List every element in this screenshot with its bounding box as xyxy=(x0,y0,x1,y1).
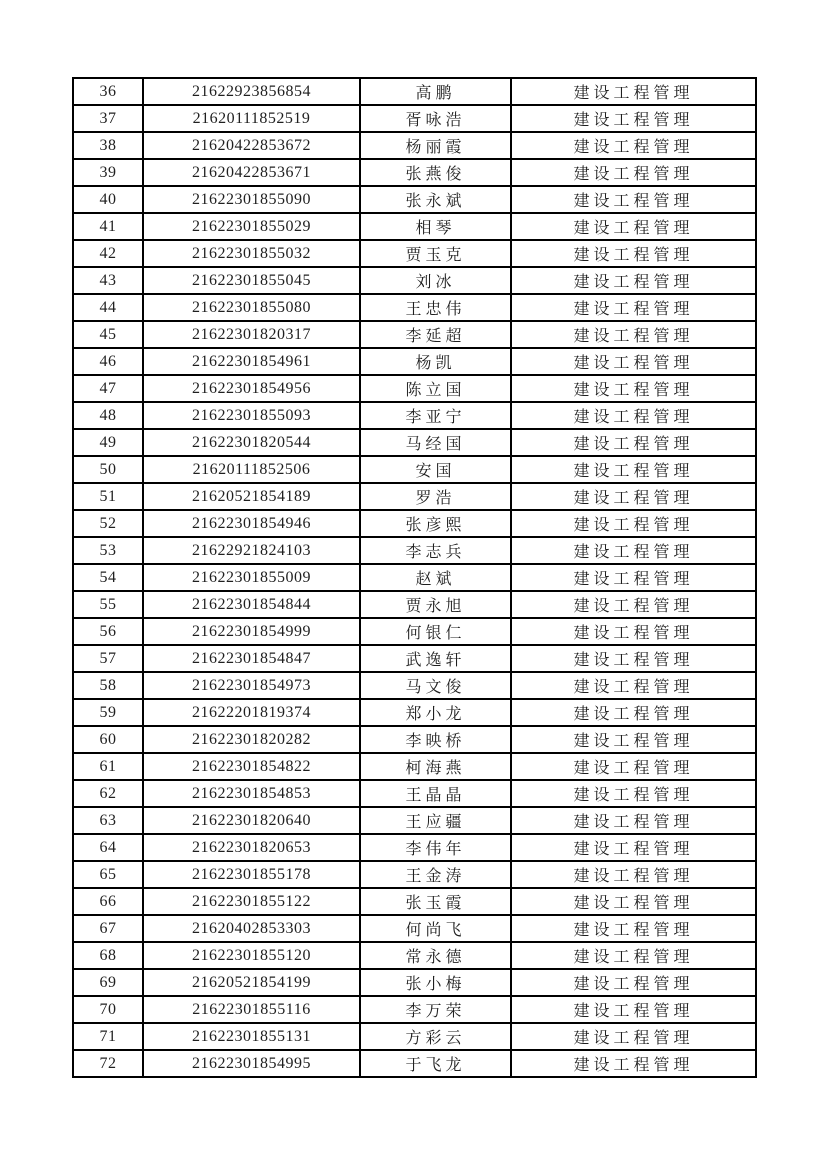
table-row xyxy=(73,483,756,510)
serial-number-cell: 70 xyxy=(73,996,143,1023)
major-cell: 建设工程管理 xyxy=(511,321,756,348)
candidate-id-cell: 21622301820317 xyxy=(143,321,360,348)
major-cell: 建设工程管理 xyxy=(511,591,756,618)
major-cell: 建设工程管理 xyxy=(511,807,756,834)
serial-number-cell: 56 xyxy=(73,618,143,645)
candidate-id-cell: 21620422853671 xyxy=(143,159,360,186)
serial-number-cell: 58 xyxy=(73,672,143,699)
table-row xyxy=(73,834,756,861)
candidate-id-cell: 21622301854853 xyxy=(143,780,360,807)
candidate-name-cell: 高鹏 xyxy=(360,78,511,105)
candidate-name-cell: 杨凯 xyxy=(360,348,511,375)
candidate-id-cell: 21622301855045 xyxy=(143,267,360,294)
candidate-id-cell: 21622301855093 xyxy=(143,402,360,429)
serial-number-cell: 69 xyxy=(73,969,143,996)
serial-number-cell: 72 xyxy=(73,1050,143,1077)
candidate-id-cell: 21622301855009 xyxy=(143,564,360,591)
major-cell: 建设工程管理 xyxy=(511,240,756,267)
candidate-name-cell: 何银仁 xyxy=(360,618,511,645)
serial-number-cell: 55 xyxy=(73,591,143,618)
major-cell: 建设工程管理 xyxy=(511,429,756,456)
serial-number-cell: 53 xyxy=(73,537,143,564)
candidate-id-cell: 21622301854844 xyxy=(143,591,360,618)
candidate-roster-table xyxy=(72,77,757,1078)
table-row xyxy=(73,861,756,888)
candidate-name-cell: 何尚飞 xyxy=(360,915,511,942)
candidate-name-cell: 张小梅 xyxy=(360,969,511,996)
serial-number-cell: 48 xyxy=(73,402,143,429)
table-row xyxy=(73,807,756,834)
candidate-name-cell: 赵斌 xyxy=(360,564,511,591)
major-cell: 建设工程管理 xyxy=(511,564,756,591)
table-row xyxy=(73,699,756,726)
major-cell: 建设工程管理 xyxy=(511,402,756,429)
table-row xyxy=(73,429,756,456)
major-cell: 建设工程管理 xyxy=(511,888,756,915)
candidate-id-cell: 21622301820544 xyxy=(143,429,360,456)
table-row xyxy=(73,969,756,996)
candidate-name-cell: 马文俊 xyxy=(360,672,511,699)
candidate-id-cell: 21620111852519 xyxy=(143,105,360,132)
table-row xyxy=(73,132,756,159)
table-row xyxy=(73,780,756,807)
candidate-name-cell: 李延超 xyxy=(360,321,511,348)
table-row xyxy=(73,672,756,699)
major-cell: 建设工程管理 xyxy=(511,726,756,753)
serial-number-cell: 60 xyxy=(73,726,143,753)
candidate-name-cell: 郑小龙 xyxy=(360,699,511,726)
candidate-id-cell: 21622921824103 xyxy=(143,537,360,564)
candidate-name-cell: 安国 xyxy=(360,456,511,483)
serial-number-cell: 46 xyxy=(73,348,143,375)
major-cell: 建设工程管理 xyxy=(511,186,756,213)
candidate-id-cell: 21620111852506 xyxy=(143,456,360,483)
major-cell: 建设工程管理 xyxy=(511,753,756,780)
major-cell: 建设工程管理 xyxy=(511,483,756,510)
serial-number-cell: 63 xyxy=(73,807,143,834)
table-row xyxy=(73,618,756,645)
table-row xyxy=(73,159,756,186)
major-cell: 建设工程管理 xyxy=(511,915,756,942)
candidate-id-cell: 21622301855029 xyxy=(143,213,360,240)
serial-number-cell: 40 xyxy=(73,186,143,213)
table-row xyxy=(73,348,756,375)
major-cell: 建设工程管理 xyxy=(511,78,756,105)
candidate-id-cell: 21622301854999 xyxy=(143,618,360,645)
table-row xyxy=(73,294,756,321)
candidate-name-cell: 李亚宁 xyxy=(360,402,511,429)
candidate-name-cell: 常永德 xyxy=(360,942,511,969)
candidate-name-cell: 刘冰 xyxy=(360,267,511,294)
candidate-name-cell: 陈立国 xyxy=(360,375,511,402)
table-row xyxy=(73,996,756,1023)
candidate-name-cell: 王晶晶 xyxy=(360,780,511,807)
major-cell: 建设工程管理 xyxy=(511,942,756,969)
major-cell: 建设工程管理 xyxy=(511,159,756,186)
serial-number-cell: 42 xyxy=(73,240,143,267)
major-cell: 建设工程管理 xyxy=(511,132,756,159)
serial-number-cell: 49 xyxy=(73,429,143,456)
candidate-name-cell: 张燕俊 xyxy=(360,159,511,186)
candidate-name-cell: 于飞龙 xyxy=(360,1050,511,1077)
table-row xyxy=(73,186,756,213)
candidate-id-cell: 21622301854956 xyxy=(143,375,360,402)
candidate-name-cell: 张玉霞 xyxy=(360,888,511,915)
serial-number-cell: 71 xyxy=(73,1023,143,1050)
candidate-id-cell: 21620402853303 xyxy=(143,915,360,942)
candidate-id-cell: 21622301855122 xyxy=(143,888,360,915)
serial-number-cell: 47 xyxy=(73,375,143,402)
candidate-id-cell: 21622301820282 xyxy=(143,726,360,753)
major-cell: 建设工程管理 xyxy=(511,456,756,483)
major-cell: 建设工程管理 xyxy=(511,105,756,132)
table-row xyxy=(73,915,756,942)
major-cell: 建设工程管理 xyxy=(511,1023,756,1050)
candidate-name-cell: 王忠伟 xyxy=(360,294,511,321)
candidate-id-cell: 21622301854961 xyxy=(143,348,360,375)
serial-number-cell: 37 xyxy=(73,105,143,132)
major-cell: 建设工程管理 xyxy=(511,294,756,321)
serial-number-cell: 36 xyxy=(73,78,143,105)
candidate-name-cell: 杨丽霞 xyxy=(360,132,511,159)
table-row xyxy=(73,78,756,105)
table-row xyxy=(73,456,756,483)
serial-number-cell: 43 xyxy=(73,267,143,294)
candidate-name-cell: 罗浩 xyxy=(360,483,511,510)
major-cell: 建设工程管理 xyxy=(511,861,756,888)
serial-number-cell: 41 xyxy=(73,213,143,240)
candidate-id-cell: 21622301855116 xyxy=(143,996,360,1023)
table-row xyxy=(73,753,756,780)
candidate-id-cell: 21622301855090 xyxy=(143,186,360,213)
candidate-id-cell: 21622301855120 xyxy=(143,942,360,969)
table-row xyxy=(73,726,756,753)
table-row xyxy=(73,1050,756,1077)
candidate-id-cell: 21622923856854 xyxy=(143,78,360,105)
major-cell: 建设工程管理 xyxy=(511,645,756,672)
candidate-name-cell: 王应疆 xyxy=(360,807,511,834)
table-row xyxy=(73,375,756,402)
serial-number-cell: 38 xyxy=(73,132,143,159)
candidate-name-cell: 李志兵 xyxy=(360,537,511,564)
serial-number-cell: 44 xyxy=(73,294,143,321)
table-row xyxy=(73,240,756,267)
serial-number-cell: 57 xyxy=(73,645,143,672)
major-cell: 建设工程管理 xyxy=(511,672,756,699)
candidate-id-cell: 21620422853672 xyxy=(143,132,360,159)
table-row xyxy=(73,213,756,240)
serial-number-cell: 66 xyxy=(73,888,143,915)
table-row xyxy=(73,510,756,537)
major-cell: 建设工程管理 xyxy=(511,969,756,996)
candidate-id-cell: 21622301854973 xyxy=(143,672,360,699)
candidate-name-cell: 相琴 xyxy=(360,213,511,240)
serial-number-cell: 65 xyxy=(73,861,143,888)
candidate-id-cell: 21622201819374 xyxy=(143,699,360,726)
table-row xyxy=(73,942,756,969)
table-row xyxy=(73,537,756,564)
major-cell: 建设工程管理 xyxy=(511,267,756,294)
candidate-name-cell: 马经国 xyxy=(360,429,511,456)
serial-number-cell: 50 xyxy=(73,456,143,483)
table-row xyxy=(73,321,756,348)
candidate-id-cell: 21622301855131 xyxy=(143,1023,360,1050)
candidate-id-cell: 21620521854199 xyxy=(143,969,360,996)
major-cell: 建设工程管理 xyxy=(511,510,756,537)
serial-number-cell: 68 xyxy=(73,942,143,969)
candidate-id-cell: 21622301854847 xyxy=(143,645,360,672)
candidate-id-cell: 21622301854946 xyxy=(143,510,360,537)
candidate-name-cell: 胥咏浩 xyxy=(360,105,511,132)
candidate-id-cell: 21622301855080 xyxy=(143,294,360,321)
candidate-id-cell: 21622301854995 xyxy=(143,1050,360,1077)
serial-number-cell: 61 xyxy=(73,753,143,780)
serial-number-cell: 59 xyxy=(73,699,143,726)
candidate-name-cell: 张彦熙 xyxy=(360,510,511,537)
major-cell: 建设工程管理 xyxy=(511,1050,756,1077)
major-cell: 建设工程管理 xyxy=(511,834,756,861)
serial-number-cell: 45 xyxy=(73,321,143,348)
roster-table-body xyxy=(73,78,756,1077)
candidate-name-cell: 柯海燕 xyxy=(360,753,511,780)
serial-number-cell: 54 xyxy=(73,564,143,591)
candidate-id-cell: 21622301820640 xyxy=(143,807,360,834)
candidate-name-cell: 张永斌 xyxy=(360,186,511,213)
table-row xyxy=(73,1023,756,1050)
serial-number-cell: 39 xyxy=(73,159,143,186)
candidate-id-cell: 21622301855178 xyxy=(143,861,360,888)
table-row xyxy=(73,267,756,294)
candidate-name-cell: 方彩云 xyxy=(360,1023,511,1050)
major-cell: 建设工程管理 xyxy=(511,537,756,564)
candidate-name-cell: 李映桥 xyxy=(360,726,511,753)
candidate-id-cell: 21620521854189 xyxy=(143,483,360,510)
candidate-name-cell: 武逸轩 xyxy=(360,645,511,672)
table-row xyxy=(73,591,756,618)
serial-number-cell: 64 xyxy=(73,834,143,861)
major-cell: 建设工程管理 xyxy=(511,213,756,240)
candidate-id-cell: 21622301854822 xyxy=(143,753,360,780)
candidate-name-cell: 王金涛 xyxy=(360,861,511,888)
serial-number-cell: 67 xyxy=(73,915,143,942)
major-cell: 建设工程管理 xyxy=(511,699,756,726)
serial-number-cell: 52 xyxy=(73,510,143,537)
table-row xyxy=(73,105,756,132)
major-cell: 建设工程管理 xyxy=(511,375,756,402)
candidate-id-cell: 21622301820653 xyxy=(143,834,360,861)
major-cell: 建设工程管理 xyxy=(511,780,756,807)
table-row xyxy=(73,888,756,915)
table-row xyxy=(73,564,756,591)
table-row xyxy=(73,645,756,672)
serial-number-cell: 51 xyxy=(73,483,143,510)
serial-number-cell: 62 xyxy=(73,780,143,807)
major-cell: 建设工程管理 xyxy=(511,348,756,375)
candidate-name-cell: 贾玉克 xyxy=(360,240,511,267)
major-cell: 建设工程管理 xyxy=(511,996,756,1023)
major-cell: 建设工程管理 xyxy=(511,618,756,645)
candidate-name-cell: 贾永旭 xyxy=(360,591,511,618)
candidate-name-cell: 李伟年 xyxy=(360,834,511,861)
candidate-name-cell: 李万荣 xyxy=(360,996,511,1023)
candidate-id-cell: 21622301855032 xyxy=(143,240,360,267)
table-row xyxy=(73,402,756,429)
